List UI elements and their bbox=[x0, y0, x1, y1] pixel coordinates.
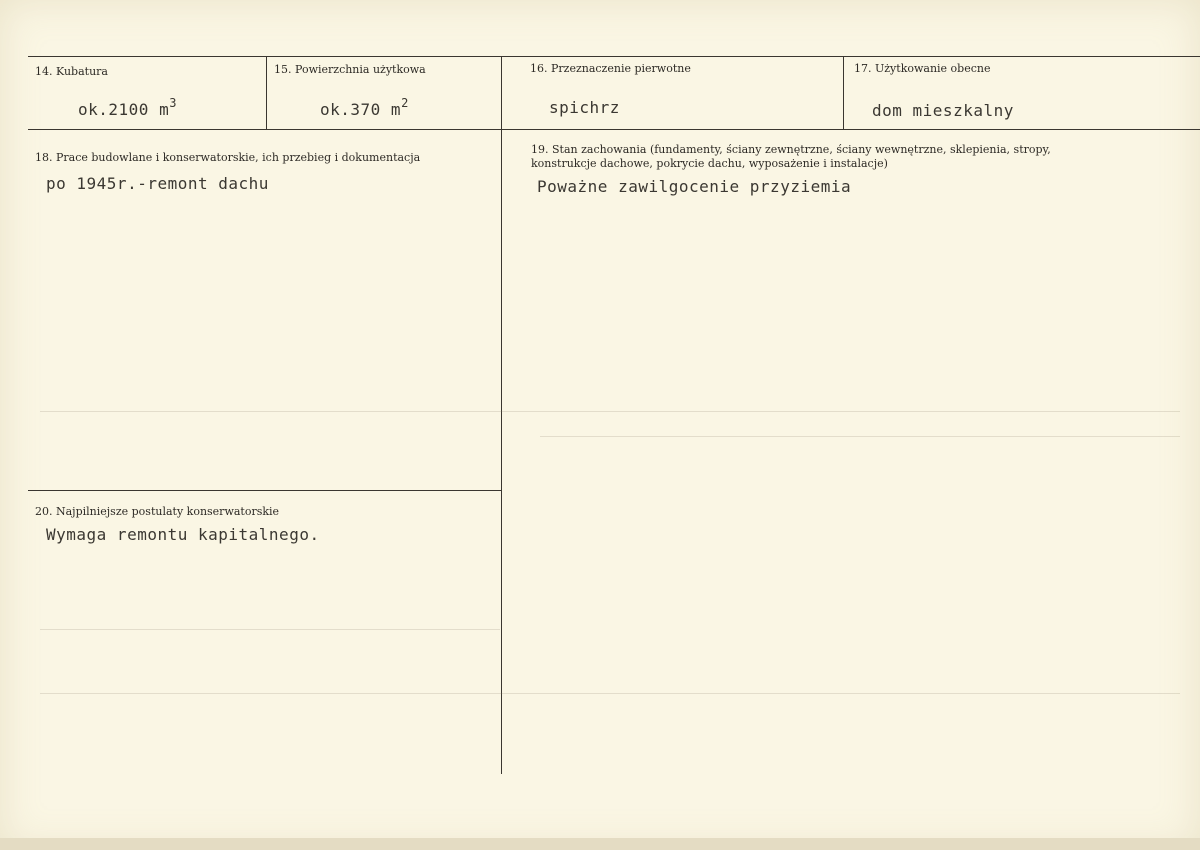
field-16-value: spichrz bbox=[549, 98, 620, 117]
field-14-label: 14. Kubatura bbox=[35, 65, 108, 78]
divider-16-17 bbox=[843, 56, 844, 129]
section18-bottom-line bbox=[28, 490, 501, 491]
field-19-label-line2: konstrukcje dachowe, pokrycie dachu, wyposażenie i instalacje) bbox=[531, 157, 888, 170]
divider-main bbox=[501, 56, 502, 774]
divider-14-15 bbox=[266, 56, 267, 129]
show-through-line bbox=[40, 411, 1180, 412]
field-20-value: Wymaga remontu kapitalnego. bbox=[46, 525, 320, 544]
card-bottom-edge bbox=[0, 838, 1200, 850]
field-17-label: 17. Użytkowanie obecne bbox=[854, 62, 991, 75]
field-18-label: 18. Prace budowlane i konserwatorskie, ich przebieg i dokumentacja bbox=[35, 151, 421, 164]
field-15-value: ok.370 $m^2$ bbox=[320, 96, 409, 119]
top-border-line bbox=[28, 56, 1200, 57]
row1-bottom-line bbox=[28, 129, 1200, 130]
field-15-label: 15. Powierzchnia użytkowa bbox=[274, 63, 426, 76]
field-14-value: ok.2100 $m^3$ bbox=[78, 96, 177, 119]
show-through-line bbox=[40, 693, 1180, 694]
field-19-value: Poważne zawilgocenie przyziemia bbox=[537, 177, 852, 196]
field-17-value: dom mieszkalny bbox=[872, 101, 1014, 120]
show-through-line bbox=[540, 436, 1180, 437]
field-20-label: 20. Najpilniejsze postulaty konserwatorskie bbox=[35, 505, 280, 518]
show-through-line bbox=[40, 629, 500, 630]
field-16-label: 16. Przeznaczenie pierwotne bbox=[530, 62, 691, 75]
field-18-value: po 1945r.-remont dachu bbox=[46, 174, 269, 193]
field-19-label-line1: 19. Stan zachowania (fundamenty, ściany zewnętrzne, ściany wewnętrzne, sklepienia, stropy, bbox=[531, 143, 1051, 156]
